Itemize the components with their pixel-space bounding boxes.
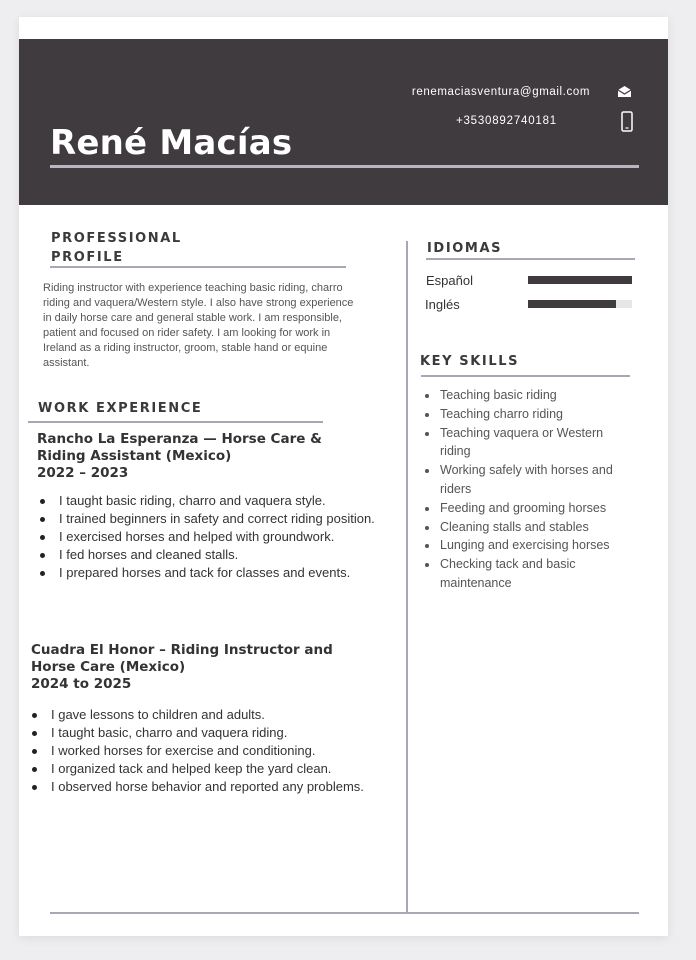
list-item: Feeding and grooming horses: [421, 499, 636, 518]
list-item: Lunging and exercising horses: [421, 536, 636, 555]
profile-title-line1: PROFESSIONAL: [51, 231, 182, 246]
job-2-dates: 2024 to 2025: [31, 676, 132, 692]
language-level-fill: [528, 276, 632, 284]
profile-title-line2: PROFILE: [51, 250, 124, 265]
job-2-title-line2: Horse Care (Mexico): [31, 659, 186, 675]
footer-divider: [50, 912, 639, 914]
header-divider: [50, 165, 639, 168]
candidate-name: René Macías: [50, 123, 293, 163]
list-item: I observed horse behavior and reported any problems.: [30, 778, 364, 796]
language-label-english: Inglés: [425, 297, 460, 312]
list-item: I taught basic riding, charro and vaquera style.: [38, 492, 375, 510]
work-divider: [28, 421, 323, 423]
column-divider: [406, 241, 408, 913]
envelope-icon: [617, 85, 632, 98]
skills-divider: [421, 375, 630, 377]
list-item: Teaching charro riding: [421, 405, 636, 424]
list-item: I gave lessons to children and adults.: [30, 706, 364, 724]
list-item: I fed horses and cleaned stalls.: [38, 546, 375, 564]
job-1-duties: [38, 492, 375, 582]
list-item: Working safely with horses and riders: [421, 461, 636, 499]
job-1-title-line1: Rancho La Esperanza — Horse Care &: [37, 431, 322, 447]
language-level-bar-spanish: [528, 276, 632, 284]
key-skills-list: [421, 386, 636, 593]
list-item: I organized tack and helped keep the yard clean.: [30, 760, 364, 778]
job-1-dates: 2022 – 2023: [37, 465, 129, 481]
languages-divider: [426, 258, 635, 260]
profile-divider: [50, 266, 346, 268]
job-2-title-line1: Cuadra El Honor – Riding Instructor and: [31, 642, 333, 658]
language-level-bar-english: [528, 300, 632, 308]
resume-header: [19, 39, 668, 205]
language-label-spanish: Español: [426, 273, 473, 288]
key-skills-title: KEY SKILLS: [420, 354, 520, 369]
list-item: I exercised horses and helped with groundwork.: [38, 528, 375, 546]
list-item: Checking tack and basic maintenance: [421, 555, 636, 593]
language-level-fill: [528, 300, 616, 308]
work-experience-title: WORK EXPERIENCE: [38, 401, 203, 416]
phone-icon: [621, 111, 633, 132]
languages-title: IDIOMAS: [427, 241, 503, 256]
list-item: Teaching vaquera or Western riding: [421, 424, 636, 462]
list-item: I taught basic, charro and vaquera riding.: [30, 724, 364, 742]
list-item: I trained beginners in safety and correct riding position.: [38, 510, 375, 528]
list-item: Teaching basic riding: [421, 386, 636, 405]
job-2-duties: [30, 706, 364, 796]
list-item: Cleaning stalls and stables: [421, 518, 636, 537]
contact-phone: +3530892740181: [455, 115, 557, 127]
profile-text: Riding instructor with experience teaching basic riding, charro riding and vaquera/Western style. I also have strong experience in daily horse care and general stable work. I am responsible, patient and focused on rider safety. I am looking for work in Ireland as a riding instructor, groom, stable hand or equine assistant.: [43, 282, 354, 369]
contact-email: renemaciasventura@gmail.com: [411, 86, 590, 98]
list-item: I worked horses for exercise and conditioning.: [30, 742, 364, 760]
list-item: I prepared horses and tack for classes and events.: [38, 564, 375, 582]
job-1-title-line2: Riding Assistant (Mexico): [37, 448, 232, 464]
